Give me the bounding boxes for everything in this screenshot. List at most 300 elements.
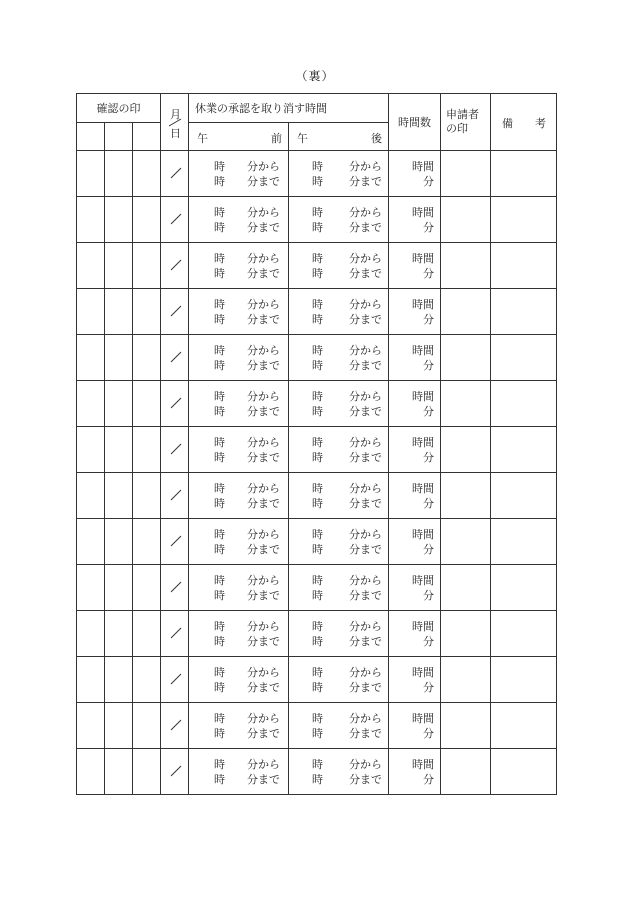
pm-time-cell[interactable] bbox=[289, 657, 389, 703]
pm-time-cell[interactable] bbox=[289, 703, 389, 749]
minute-label: 分まで bbox=[247, 451, 280, 464]
hour-label: 時 bbox=[214, 267, 225, 280]
am-time-cell[interactable] bbox=[189, 611, 289, 657]
minute-label: 分まで bbox=[247, 727, 280, 740]
confirm-seal-cell[interactable] bbox=[105, 151, 133, 197]
time-line bbox=[189, 296, 288, 310]
time-line bbox=[189, 342, 288, 356]
minute-label: 分から bbox=[247, 620, 280, 633]
remarks-cell[interactable] bbox=[491, 565, 557, 611]
minute-label: 分から bbox=[247, 160, 280, 173]
hour-label: 時 bbox=[214, 221, 225, 234]
minute-label: 分まで bbox=[349, 451, 382, 464]
hours-count-cell[interactable] bbox=[389, 519, 441, 565]
date-cell[interactable] bbox=[161, 335, 189, 381]
confirm-seal-header: 確認の印 bbox=[77, 94, 161, 123]
hour-label: 時 bbox=[312, 405, 323, 418]
time-line bbox=[289, 618, 388, 632]
pm-time-cell[interactable] bbox=[289, 611, 389, 657]
hours-count-cell[interactable] bbox=[389, 427, 441, 473]
minutes-label: 分 bbox=[423, 221, 434, 234]
time-line bbox=[189, 250, 288, 264]
applicant-seal-cell[interactable] bbox=[441, 335, 491, 381]
am-time-cell[interactable] bbox=[189, 565, 289, 611]
hour-label: 時 bbox=[214, 712, 225, 725]
confirm-seal-cell[interactable] bbox=[77, 197, 105, 243]
hour-label: 時 bbox=[312, 344, 323, 357]
minute-label: 分まで bbox=[349, 497, 382, 510]
remarks-char-2: 考 bbox=[535, 117, 546, 130]
confirm-seal-cell[interactable] bbox=[133, 749, 161, 795]
applicant-seal-cell[interactable] bbox=[441, 197, 491, 243]
confirm-seal-cell[interactable] bbox=[133, 473, 161, 519]
confirm-seal-cell[interactable] bbox=[77, 427, 105, 473]
time-line bbox=[289, 158, 388, 172]
confirm-seal-cell[interactable] bbox=[77, 243, 105, 289]
pm-time-cell[interactable] bbox=[289, 151, 389, 197]
page-title: （裏） bbox=[295, 69, 335, 83]
minute-label: 分まで bbox=[349, 681, 382, 694]
confirm-seal-cell[interactable] bbox=[133, 243, 161, 289]
remarks-cell[interactable] bbox=[491, 197, 557, 243]
hour-label: 時 bbox=[214, 727, 225, 740]
hours-count-cell[interactable] bbox=[389, 473, 441, 519]
remarks-cell[interactable] bbox=[491, 749, 557, 795]
remarks-cell[interactable] bbox=[491, 519, 557, 565]
minute-label: 分から bbox=[349, 160, 382, 173]
time-line bbox=[189, 311, 288, 325]
am-time-cell[interactable] bbox=[189, 657, 289, 703]
date-cell[interactable] bbox=[161, 565, 189, 611]
hours-count-cell[interactable] bbox=[389, 565, 441, 611]
time-line bbox=[289, 679, 388, 693]
time-line bbox=[189, 587, 288, 601]
hour-label: 時 bbox=[214, 175, 225, 188]
pm-time-cell[interactable] bbox=[289, 243, 389, 289]
confirm-seal-cell[interactable] bbox=[105, 473, 133, 519]
applicant-seal-cell[interactable] bbox=[441, 565, 491, 611]
pm-time-cell[interactable] bbox=[289, 749, 389, 795]
date-slash-icon bbox=[170, 305, 182, 317]
hours-label: 時間 bbox=[412, 666, 434, 679]
hour-label: 時 bbox=[312, 497, 323, 510]
confirm-seal-cell[interactable] bbox=[133, 151, 161, 197]
time-line bbox=[289, 495, 388, 509]
confirm-seal-cell[interactable] bbox=[77, 473, 105, 519]
hours-count-header: 時間数 bbox=[389, 94, 441, 151]
pm-left-label: 午 bbox=[297, 132, 308, 145]
pm-header bbox=[289, 123, 389, 151]
applicant-seal-cell[interactable] bbox=[441, 749, 491, 795]
applicant-seal-cell[interactable] bbox=[441, 519, 491, 565]
hours-count-cell[interactable] bbox=[389, 151, 441, 197]
minute-label: 分まで bbox=[349, 359, 382, 372]
confirm-seal-cell[interactable] bbox=[133, 703, 161, 749]
confirm-seal-cell[interactable] bbox=[105, 381, 133, 427]
hours-label: 時間 bbox=[412, 436, 434, 449]
hours-label: 時間 bbox=[412, 620, 434, 633]
hour-label: 時 bbox=[214, 206, 225, 219]
confirm-seal-cell[interactable] bbox=[105, 519, 133, 565]
confirm-seal-cell[interactable] bbox=[105, 123, 133, 151]
hour-label: 時 bbox=[312, 528, 323, 541]
pm-time-cell[interactable] bbox=[289, 565, 389, 611]
time-line bbox=[189, 664, 288, 678]
time-line bbox=[289, 480, 388, 494]
minute-label: 分まで bbox=[247, 405, 280, 418]
confirm-seal-cell[interactable] bbox=[133, 197, 161, 243]
hours-count-cell[interactable] bbox=[389, 381, 441, 427]
am-time-cell[interactable] bbox=[189, 473, 289, 519]
minutes-label: 分 bbox=[423, 635, 434, 648]
hours-label: 時間 bbox=[412, 252, 434, 265]
minute-label: 分まで bbox=[349, 773, 382, 786]
confirm-seal-cell[interactable] bbox=[77, 519, 105, 565]
hours-count-cell[interactable] bbox=[389, 335, 441, 381]
date-cell[interactable] bbox=[161, 749, 189, 795]
time-line bbox=[189, 771, 288, 785]
hour-label: 時 bbox=[312, 681, 323, 694]
table-row bbox=[77, 243, 557, 289]
applicant-seal-cell[interactable] bbox=[441, 611, 491, 657]
pm-time-cell[interactable] bbox=[289, 197, 389, 243]
date-slash-icon bbox=[170, 213, 182, 225]
confirm-seal-cell[interactable] bbox=[77, 611, 105, 657]
minute-label: 分から bbox=[349, 298, 382, 311]
am-time-cell[interactable] bbox=[189, 427, 289, 473]
hours-label: 時間 bbox=[412, 758, 434, 771]
am-time-cell[interactable] bbox=[189, 289, 289, 335]
time-line bbox=[289, 173, 388, 187]
hour-label: 時 bbox=[312, 298, 323, 311]
hours-count-cell[interactable] bbox=[389, 197, 441, 243]
hours-count-cell[interactable] bbox=[389, 289, 441, 335]
time-line bbox=[289, 710, 388, 724]
time-line bbox=[189, 495, 288, 509]
hour-label: 時 bbox=[214, 451, 225, 464]
hour-label: 時 bbox=[312, 727, 323, 740]
confirm-seal-cell[interactable] bbox=[105, 197, 133, 243]
confirm-seal-cell[interactable] bbox=[133, 381, 161, 427]
confirm-seal-cell[interactable] bbox=[133, 565, 161, 611]
am-time-cell[interactable] bbox=[189, 749, 289, 795]
applicant-seal-header bbox=[441, 94, 491, 151]
hours-label: 時間 bbox=[412, 390, 434, 403]
table-row bbox=[77, 381, 557, 427]
minute-label: 分から bbox=[247, 298, 280, 311]
date-cell[interactable] bbox=[161, 703, 189, 749]
hours-label: 時間 bbox=[412, 298, 434, 311]
hours-label: 時間 bbox=[412, 206, 434, 219]
hour-label: 時 bbox=[214, 252, 225, 265]
hour-label: 時 bbox=[214, 574, 225, 587]
hour-label: 時 bbox=[312, 574, 323, 587]
table-row bbox=[77, 151, 557, 197]
hours-label: 時間 bbox=[412, 160, 434, 173]
date-slash-icon bbox=[170, 535, 182, 547]
pm-time-cell[interactable] bbox=[289, 381, 389, 427]
confirm-seal-cell[interactable] bbox=[133, 519, 161, 565]
applicant-seal-line2: の印 bbox=[446, 122, 468, 135]
confirm-seal-cell[interactable] bbox=[77, 123, 105, 151]
applicant-seal-cell[interactable] bbox=[441, 243, 491, 289]
hour-label: 時 bbox=[214, 773, 225, 786]
time-line bbox=[289, 219, 388, 233]
minute-label: 分まで bbox=[247, 175, 280, 188]
date-cell[interactable] bbox=[161, 611, 189, 657]
applicant-seal-cell[interactable] bbox=[441, 151, 491, 197]
time-line bbox=[289, 725, 388, 739]
hours-count-cell[interactable] bbox=[389, 611, 441, 657]
table-row bbox=[77, 749, 557, 795]
remarks-cell[interactable] bbox=[491, 611, 557, 657]
hour-label: 時 bbox=[312, 543, 323, 556]
applicant-seal-cell[interactable] bbox=[441, 473, 491, 519]
minute-label: 分から bbox=[247, 252, 280, 265]
confirm-seal-cell[interactable] bbox=[133, 289, 161, 335]
am-time-cell[interactable] bbox=[189, 243, 289, 289]
time-line bbox=[289, 388, 388, 402]
confirm-seal-cell[interactable] bbox=[105, 749, 133, 795]
am-header bbox=[189, 123, 289, 151]
hour-label: 時 bbox=[214, 436, 225, 449]
hour-label: 時 bbox=[214, 681, 225, 694]
minute-label: 分から bbox=[247, 574, 280, 587]
am-right-label: 前 bbox=[271, 132, 282, 145]
date-cell[interactable] bbox=[161, 657, 189, 703]
minute-label: 分まで bbox=[349, 635, 382, 648]
minute-label: 分から bbox=[247, 528, 280, 541]
leave-cancellation-table bbox=[76, 93, 557, 795]
date-slash-icon bbox=[170, 167, 182, 179]
hours-label: 時間 bbox=[412, 528, 434, 541]
minute-label: 分まで bbox=[349, 267, 382, 280]
hours-count-cell[interactable] bbox=[389, 657, 441, 703]
minutes-label: 分 bbox=[423, 359, 434, 372]
remarks-cell[interactable] bbox=[491, 335, 557, 381]
applicant-seal-cell[interactable] bbox=[441, 381, 491, 427]
hour-label: 時 bbox=[214, 359, 225, 372]
confirm-seal-cell[interactable] bbox=[105, 703, 133, 749]
am-time-cell[interactable] bbox=[189, 151, 289, 197]
table-row bbox=[77, 289, 557, 335]
minute-label: 分まで bbox=[247, 543, 280, 556]
time-line bbox=[189, 710, 288, 724]
hours-count-cell[interactable] bbox=[389, 703, 441, 749]
confirm-seal-cell[interactable] bbox=[77, 381, 105, 427]
minutes-label: 分 bbox=[423, 727, 434, 740]
table-row bbox=[77, 703, 557, 749]
minute-label: 分まで bbox=[349, 221, 382, 234]
date-slash-icon bbox=[170, 627, 182, 639]
minute-label: 分から bbox=[247, 758, 280, 771]
hour-label: 時 bbox=[312, 359, 323, 372]
date-cell[interactable] bbox=[161, 151, 189, 197]
date-cell[interactable] bbox=[161, 197, 189, 243]
confirm-seal-cell[interactable] bbox=[77, 565, 105, 611]
remarks-cell[interactable] bbox=[491, 243, 557, 289]
time-line bbox=[289, 664, 388, 678]
hours-count-cell[interactable] bbox=[389, 749, 441, 795]
date-slash-icon bbox=[170, 719, 182, 731]
time-line bbox=[289, 587, 388, 601]
am-time-cell[interactable] bbox=[189, 381, 289, 427]
minute-label: 分まで bbox=[247, 221, 280, 234]
pm-time-cell[interactable] bbox=[289, 473, 389, 519]
month-day-header bbox=[161, 94, 189, 151]
minute-label: 分から bbox=[349, 252, 382, 265]
am-time-cell[interactable] bbox=[189, 197, 289, 243]
applicant-seal-cell[interactable] bbox=[441, 703, 491, 749]
hour-label: 時 bbox=[214, 620, 225, 633]
confirm-seal-cell[interactable] bbox=[105, 427, 133, 473]
time-line bbox=[289, 204, 388, 218]
minute-label: 分まで bbox=[349, 175, 382, 188]
time-line bbox=[289, 541, 388, 555]
time-line bbox=[189, 434, 288, 448]
minute-label: 分から bbox=[247, 482, 280, 495]
month-label: 月 bbox=[170, 108, 181, 121]
confirm-seal-cell[interactable] bbox=[77, 703, 105, 749]
date-slash-icon bbox=[170, 765, 182, 777]
date-slash-icon bbox=[170, 443, 182, 455]
time-line bbox=[289, 250, 388, 264]
minute-label: 分から bbox=[349, 206, 382, 219]
date-slash-icon bbox=[170, 489, 182, 501]
applicant-seal-cell[interactable] bbox=[441, 427, 491, 473]
remarks-cell[interactable] bbox=[491, 427, 557, 473]
minutes-label: 分 bbox=[423, 313, 434, 326]
confirm-seal-cell[interactable] bbox=[133, 123, 161, 151]
applicant-seal-cell[interactable] bbox=[441, 657, 491, 703]
confirm-seal-cell[interactable] bbox=[133, 611, 161, 657]
confirm-seal-cell[interactable] bbox=[77, 657, 105, 703]
minute-label: 分まで bbox=[247, 267, 280, 280]
confirm-seal-cell[interactable] bbox=[105, 243, 133, 289]
confirm-seal-cell[interactable] bbox=[77, 151, 105, 197]
remarks-cell[interactable] bbox=[491, 151, 557, 197]
date-cell[interactable] bbox=[161, 289, 189, 335]
date-slash-icon bbox=[170, 259, 182, 271]
pm-right-label: 後 bbox=[371, 132, 382, 145]
confirm-seal-cell[interactable] bbox=[105, 565, 133, 611]
table-row bbox=[77, 519, 557, 565]
hour-label: 時 bbox=[312, 635, 323, 648]
remarks-cell[interactable] bbox=[491, 289, 557, 335]
remarks-char-1: 備 bbox=[502, 117, 513, 130]
hour-label: 時 bbox=[312, 666, 323, 679]
date-slash-icon bbox=[170, 397, 182, 409]
remarks-cell[interactable] bbox=[491, 381, 557, 427]
minute-label: 分から bbox=[349, 344, 382, 357]
hour-label: 時 bbox=[214, 543, 225, 556]
minute-label: 分から bbox=[349, 528, 382, 541]
remarks-cell[interactable] bbox=[491, 473, 557, 519]
am-time-cell[interactable] bbox=[189, 335, 289, 381]
date-cell[interactable] bbox=[161, 473, 189, 519]
confirm-seal-cell[interactable] bbox=[105, 335, 133, 381]
hour-label: 時 bbox=[214, 528, 225, 541]
confirm-seal-cell[interactable] bbox=[77, 335, 105, 381]
hour-label: 時 bbox=[214, 635, 225, 648]
hour-label: 時 bbox=[214, 298, 225, 311]
hour-label: 時 bbox=[214, 589, 225, 602]
confirm-seal-cell[interactable] bbox=[77, 749, 105, 795]
table-row bbox=[77, 335, 557, 381]
time-line bbox=[189, 204, 288, 218]
hour-label: 時 bbox=[312, 160, 323, 173]
time-line bbox=[289, 357, 388, 371]
pm-time-cell[interactable] bbox=[289, 427, 389, 473]
leave-cancel-time-header: 休業の承認を取り消す時間 bbox=[189, 94, 389, 123]
pm-time-cell[interactable] bbox=[289, 335, 389, 381]
hour-label: 時 bbox=[312, 221, 323, 234]
date-slash-icon bbox=[170, 581, 182, 593]
hours-count-cell[interactable] bbox=[389, 243, 441, 289]
confirm-seal-cell[interactable] bbox=[77, 289, 105, 335]
hour-label: 時 bbox=[214, 758, 225, 771]
hour-label: 時 bbox=[312, 712, 323, 725]
am-time-cell[interactable] bbox=[189, 519, 289, 565]
table-row bbox=[77, 427, 557, 473]
applicant-seal-cell[interactable] bbox=[441, 289, 491, 335]
hour-label: 時 bbox=[312, 436, 323, 449]
minute-label: 分まで bbox=[247, 681, 280, 694]
applicant-seal-line1: 申請者 bbox=[446, 108, 479, 121]
minute-label: 分から bbox=[349, 666, 382, 679]
date-cell[interactable] bbox=[161, 381, 189, 427]
hour-label: 時 bbox=[312, 773, 323, 786]
time-line bbox=[289, 342, 388, 356]
am-left-label: 午 bbox=[197, 132, 208, 145]
confirm-seal-cell[interactable] bbox=[133, 657, 161, 703]
confirm-seal-cell[interactable] bbox=[133, 335, 161, 381]
time-line bbox=[289, 403, 388, 417]
hour-label: 時 bbox=[312, 482, 323, 495]
minutes-label: 分 bbox=[423, 681, 434, 694]
confirm-seal-cell[interactable] bbox=[105, 657, 133, 703]
day-label: 日 bbox=[170, 127, 181, 140]
minute-label: 分から bbox=[349, 482, 382, 495]
remarks-cell[interactable] bbox=[491, 703, 557, 749]
confirm-seal-cell[interactable] bbox=[105, 611, 133, 657]
date-cell[interactable] bbox=[161, 243, 189, 289]
minute-label: 分まで bbox=[349, 405, 382, 418]
minute-label: 分から bbox=[247, 206, 280, 219]
confirm-seal-cell[interactable] bbox=[105, 289, 133, 335]
time-line bbox=[189, 633, 288, 647]
minute-label: 分まで bbox=[349, 543, 382, 556]
table-row bbox=[77, 565, 557, 611]
date-cell[interactable] bbox=[161, 427, 189, 473]
time-line bbox=[289, 526, 388, 540]
pm-time-cell[interactable] bbox=[289, 519, 389, 565]
time-line bbox=[189, 265, 288, 279]
minute-label: 分から bbox=[247, 344, 280, 357]
date-cell[interactable] bbox=[161, 519, 189, 565]
hours-label: 時間 bbox=[412, 712, 434, 725]
pm-time-cell[interactable] bbox=[289, 289, 389, 335]
time-line bbox=[289, 756, 388, 770]
confirm-seal-cell[interactable] bbox=[133, 427, 161, 473]
date-slash-icon bbox=[170, 351, 182, 363]
time-line bbox=[189, 526, 288, 540]
minute-label: 分まで bbox=[349, 589, 382, 602]
time-line bbox=[289, 449, 388, 463]
remarks-cell[interactable] bbox=[491, 657, 557, 703]
am-time-cell[interactable] bbox=[189, 703, 289, 749]
minute-label: 分から bbox=[247, 436, 280, 449]
